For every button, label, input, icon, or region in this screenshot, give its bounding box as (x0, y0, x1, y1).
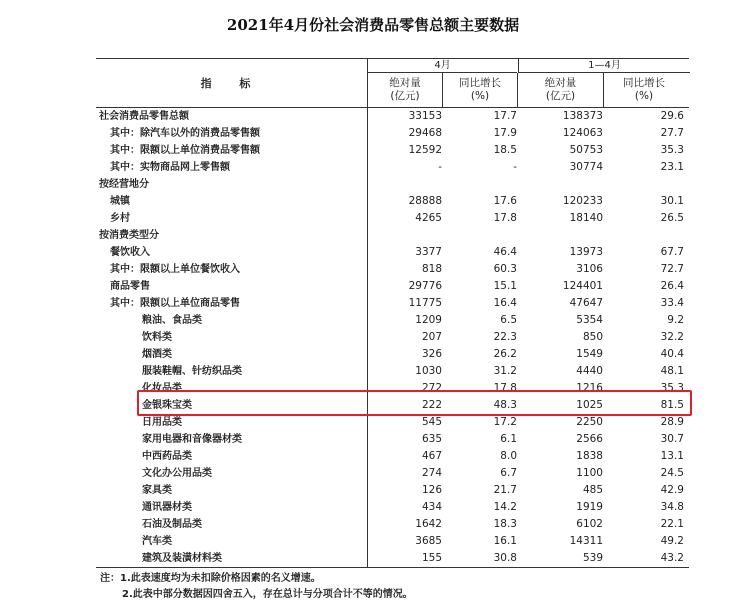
cum-yoy-cell: 48.1 (660, 365, 684, 377)
row-label: 其中：实物商品网上零售额 (110, 162, 230, 173)
cum-abs-cell: 5354 (576, 314, 603, 326)
month-abs-cell: 274 (421, 467, 442, 479)
month-abs-cell: 818 (421, 263, 442, 275)
cum-abs-cell (518, 176, 603, 193)
cum-yoy-cell: 35.3 (660, 144, 684, 156)
table-row (96, 499, 689, 516)
month-yoy-cell: 15.1 (493, 280, 517, 292)
footnote-2: 2.此表中部分数据因四舍五入，存在总计与分项合计不等的情况。 (122, 589, 413, 600)
row-label: 汽车类 (142, 536, 172, 547)
cum-yoy-cell: 29.6 (660, 110, 684, 122)
cum-yoy-cell: 72.7 (660, 263, 684, 275)
cum-abs-cell: 850 (582, 331, 603, 343)
table-row (96, 210, 689, 227)
row-label: 城镇 (110, 196, 130, 207)
month-abs-cell: 29776 (408, 280, 442, 292)
cum-abs-cell: 539 (582, 552, 603, 564)
row-label: 金银珠宝类 (142, 400, 192, 411)
cum-yoy-cell: 43.2 (660, 552, 684, 564)
cum-abs-cell: 120233 (562, 195, 603, 207)
table-header (96, 59, 689, 108)
row-label: 烟酒类 (142, 349, 172, 360)
table-row (96, 414, 689, 431)
month-yoy-cell: 6.7 (500, 467, 517, 479)
cum-yoy-cell: 9.2 (667, 314, 684, 326)
cum-abs-cell: 6102 (576, 518, 603, 530)
month-yoy-cell: 14.2 (493, 501, 517, 513)
row-label: 日用品类 (142, 417, 182, 428)
cum-abs-cell: 138373 (562, 110, 603, 122)
row-label: 服装鞋帽、针纺织品类 (142, 366, 242, 377)
month-abs-cell: 326 (421, 348, 442, 360)
cum-abs-cell (518, 227, 603, 244)
month-abs-cell: 272 (421, 382, 442, 394)
month-abs-cell: 33153 (408, 110, 442, 122)
month-yoy-cell: 17.6 (493, 195, 517, 207)
month-yoy-cell (443, 227, 517, 244)
cum-abs-cell: 4440 (576, 365, 603, 377)
cum-abs-cell: 1919 (576, 501, 603, 513)
month-yoy-cell: 48.3 (493, 399, 517, 411)
cum-yoy-cell: 22.1 (660, 518, 684, 530)
table-row (96, 397, 689, 414)
month-abs-cell: 1030 (415, 365, 442, 377)
cum-abs-cell: 14311 (569, 535, 603, 547)
yoy-header-line2: (%) (634, 90, 654, 102)
cum-yoy-cell: 27.7 (660, 127, 684, 139)
table-row (96, 261, 689, 278)
footnote-1: 注：1.此表速度均为未扣除价格因素的名义增速。 (100, 573, 321, 584)
cumulative-group-header: 1—4月 (518, 59, 690, 73)
row-label: 通讯器材类 (142, 502, 192, 513)
cum-yoy-cell: 49.2 (660, 535, 684, 547)
table-row (96, 125, 689, 142)
month-abs-cell: 1209 (415, 314, 442, 326)
table-row (96, 448, 689, 465)
row-label: 其中：除汽车以外的消费品零售额 (110, 128, 260, 139)
row-label: 乡村 (110, 213, 130, 224)
yoy-header-line2: (%) (470, 90, 490, 102)
table-row (96, 295, 689, 312)
table-row (96, 159, 689, 176)
month-yoy-cell: 17.7 (493, 110, 517, 122)
table-row (96, 244, 689, 261)
cum-yoy-cell: 13.1 (660, 450, 684, 462)
month-abs-cell: 155 (421, 552, 442, 564)
cum-abs-cell: 1838 (576, 450, 603, 462)
cum-yoy-cell: 42.9 (660, 484, 684, 496)
row-label: 商品零售 (110, 281, 150, 292)
cum-abs-cell: 3106 (576, 263, 603, 275)
row-label: 建筑及装潢材料类 (142, 553, 222, 564)
cum-abs-cell: 1549 (576, 348, 603, 360)
cum-abs-cell: 50753 (569, 144, 603, 156)
table-row (96, 329, 689, 346)
yoy-header-line1: 同比增长 (623, 77, 665, 89)
table-row (96, 312, 689, 329)
month-yoy-cell: 18.3 (493, 518, 517, 530)
cum-yoy-cell: 34.8 (660, 501, 684, 513)
month-abs-cell: 545 (421, 416, 442, 428)
row-label: 家用电器和音像器材类 (142, 434, 242, 445)
row-label: 按消费类型分 (99, 230, 159, 241)
cum-yoy-cell: 32.2 (660, 331, 684, 343)
month-abs-cell: 3377 (415, 246, 442, 258)
cum-yoy-cell (604, 176, 684, 193)
month-yoy-cell: 6.5 (500, 314, 517, 326)
table-row (96, 108, 689, 125)
abs-header-line1: 绝对量 (544, 77, 577, 89)
row-label: 文化办公用品类 (142, 468, 212, 479)
month-yoy-cell: 30.8 (493, 552, 517, 564)
cum-yoy-cell: 33.4 (660, 297, 684, 309)
month-abs-cell (368, 176, 442, 193)
month-abs-cell: 1642 (415, 518, 442, 530)
table-row (96, 142, 689, 159)
cum-abs-cell: 30774 (569, 161, 603, 173)
month-abs-cell: 467 (421, 450, 442, 462)
month-yoy-cell: 16.4 (493, 297, 517, 309)
abs-header-line2: (亿元) (545, 90, 576, 102)
month-yoy-cell: 21.7 (493, 484, 517, 496)
abs-header-line1: 绝对量 (389, 77, 421, 89)
table-row (96, 363, 689, 380)
month-yoy-cell: - (513, 161, 517, 173)
month-abs-cell: 3685 (415, 535, 442, 547)
cum-yoy-cell: 30.7 (660, 433, 684, 445)
month-abs-header (368, 73, 442, 107)
month-abs-cell: - (438, 161, 442, 173)
row-label: 家具类 (142, 485, 172, 496)
row-label: 餐饮收入 (110, 247, 150, 258)
row-label: 粮油、食品类 (142, 315, 202, 326)
month-abs-cell (368, 227, 442, 244)
month-abs-cell: 222 (421, 399, 442, 411)
table-row (96, 482, 689, 499)
cum-yoy-cell: 28.9 (660, 416, 684, 428)
month-group-header: 4月 (368, 59, 517, 73)
cum-abs-cell: 2566 (576, 433, 603, 445)
table-row (96, 193, 689, 210)
indicator-header: 指 标 (96, 59, 368, 107)
cum-yoy-cell: 26.5 (660, 212, 684, 224)
row-label: 化妆品类 (142, 383, 182, 394)
table-row (96, 431, 689, 448)
month-yoy-cell: 16.1 (493, 535, 517, 547)
row-label: 其中：限额以上单位商品零售 (110, 298, 240, 309)
retail-data-table (96, 58, 689, 568)
month-yoy-header (443, 73, 517, 107)
cum-yoy-cell: 81.5 (660, 399, 684, 411)
month-yoy-cell: 22.3 (493, 331, 517, 343)
month-abs-cell: 635 (421, 433, 442, 445)
table-row (96, 380, 689, 397)
month-abs-cell: 126 (421, 484, 442, 496)
month-yoy-cell: 31.2 (493, 365, 517, 377)
cum-abs-cell: 124401 (562, 280, 603, 292)
month-abs-cell: 4265 (415, 212, 442, 224)
table-row (96, 227, 689, 244)
month-yoy-cell: 17.8 (493, 382, 517, 394)
cum-yoy-cell: 23.1 (660, 161, 684, 173)
row-label: 其中：限额以上单位消费品零售额 (110, 145, 260, 156)
month-yoy-cell: 17.8 (493, 212, 517, 224)
cum-abs-cell: 1025 (576, 399, 603, 411)
cum-yoy-header (604, 73, 684, 107)
month-abs-cell: 28888 (408, 195, 442, 207)
month-yoy-cell: 6.1 (500, 433, 517, 445)
cum-abs-cell: 485 (582, 484, 603, 496)
month-yoy-cell: 26.2 (493, 348, 517, 360)
cum-yoy-cell: 35.3 (660, 382, 684, 394)
row-label: 石油及制品类 (142, 519, 202, 530)
cum-abs-cell: 1100 (576, 467, 603, 479)
table-row (96, 176, 689, 193)
month-abs-cell: 29468 (408, 127, 442, 139)
month-yoy-cell: 46.4 (493, 246, 517, 258)
month-abs-cell: 11775 (408, 297, 442, 309)
cum-yoy-cell: 26.4 (660, 280, 684, 292)
cum-abs-cell: 18140 (569, 212, 603, 224)
month-yoy-cell: 60.3 (493, 263, 517, 275)
table-row (96, 278, 689, 295)
cum-abs-header (518, 73, 603, 107)
month-abs-cell: 434 (421, 501, 442, 513)
row-label: 中西药品类 (142, 451, 192, 462)
table-row (96, 550, 689, 567)
table-row (96, 533, 689, 550)
cum-yoy-cell: 24.5 (660, 467, 684, 479)
row-label: 其中：限额以上单位餐饮收入 (110, 264, 240, 275)
cum-yoy-cell: 67.7 (660, 246, 684, 258)
cum-abs-cell: 124063 (562, 127, 603, 139)
month-yoy-cell: 8.0 (500, 450, 517, 462)
month-yoy-cell (443, 176, 517, 193)
cum-yoy-cell (604, 227, 684, 244)
abs-header-line2: (亿元) (390, 90, 420, 102)
cum-abs-cell: 13973 (569, 246, 603, 258)
cum-yoy-cell: 40.4 (660, 348, 684, 360)
yoy-header-line1: 同比增长 (459, 77, 501, 89)
cum-abs-cell: 2250 (576, 416, 603, 428)
table-row (96, 516, 689, 533)
cum-abs-cell: 47647 (569, 297, 603, 309)
month-yoy-cell: 18.5 (493, 144, 517, 156)
cum-abs-cell: 1216 (576, 382, 603, 394)
row-label: 社会消费品零售总额 (99, 111, 189, 122)
table-row (96, 465, 689, 482)
table-row (96, 346, 689, 363)
table-body (96, 108, 689, 567)
month-abs-cell: 12592 (408, 144, 442, 156)
row-label: 饮料类 (142, 332, 172, 343)
row-label: 按经营地分 (99, 179, 149, 190)
month-abs-cell: 207 (421, 331, 442, 343)
month-yoy-cell: 17.9 (493, 127, 517, 139)
page-title: 2021年4月份社会消费品零售总额主要数据 (226, 16, 520, 34)
month-yoy-cell: 17.2 (493, 416, 517, 428)
cum-yoy-cell: 30.1 (660, 195, 684, 207)
